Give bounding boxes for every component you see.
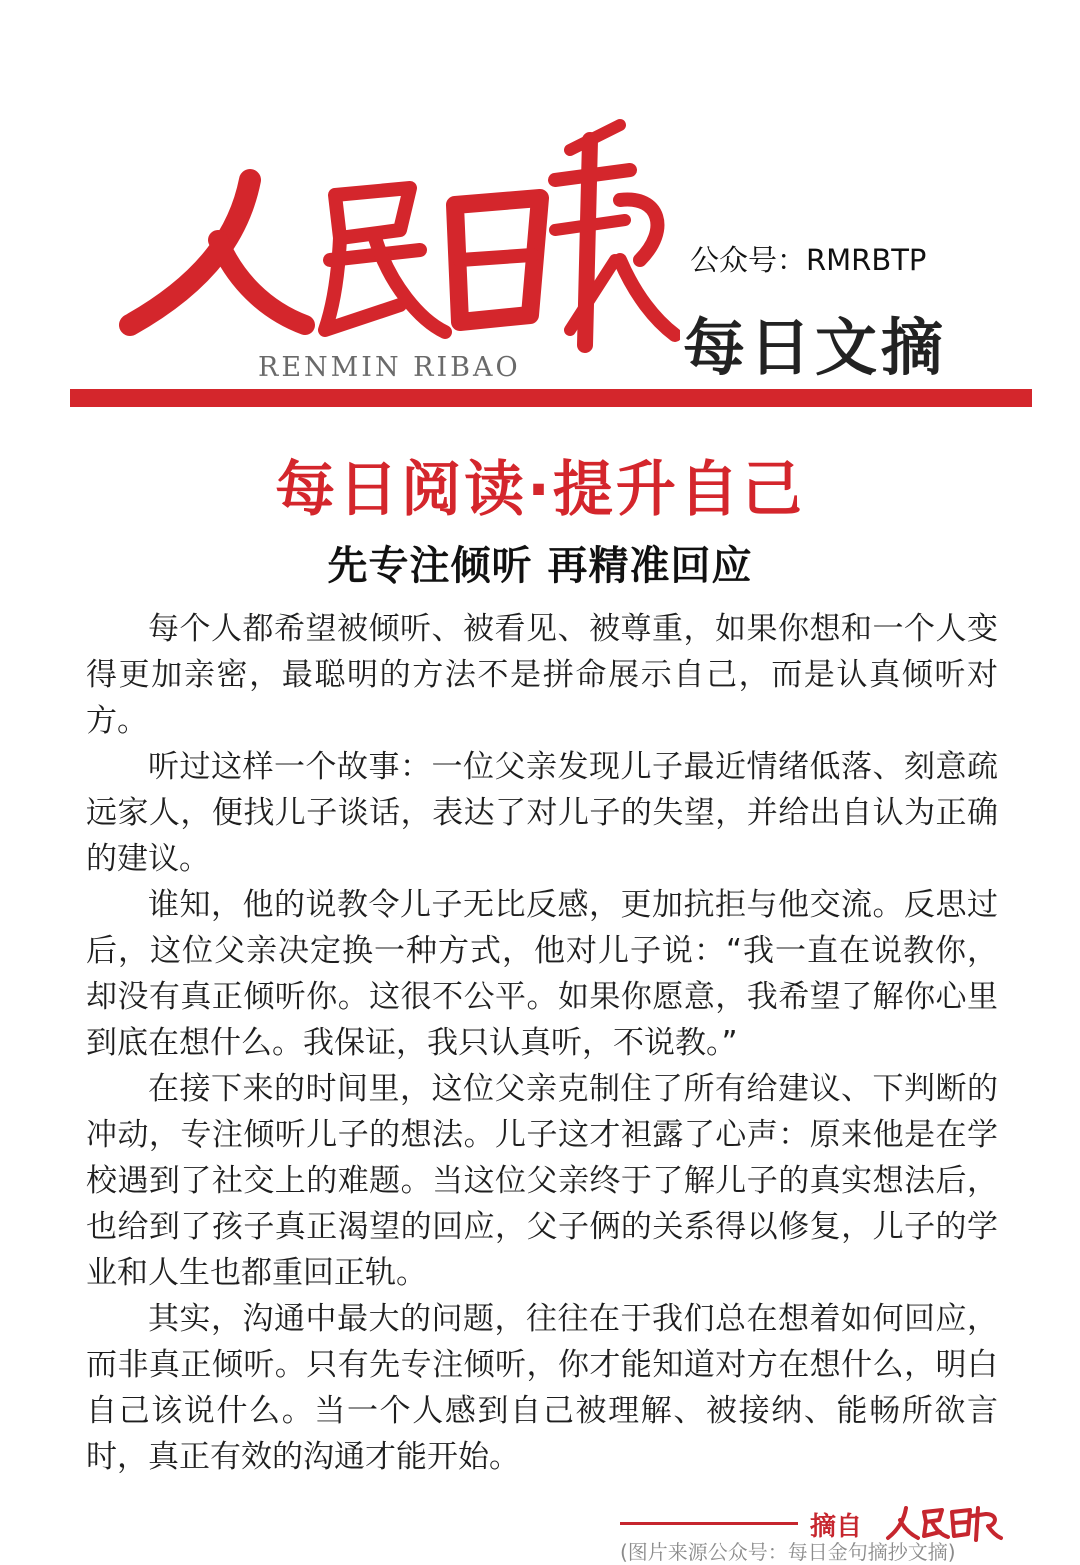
- masthead-pinyin: RENMIN RIBAO: [258, 352, 521, 383]
- paragraph: 在接下来的时间里，这位父亲克制住了所有给建议、下判断的冲动，专注倾听儿子的想法。儿子这才袒露了心声：原来他是在学校遇到了社交上的难题。当这位父亲终于了解儿子的真实想法后，也给到了孩子真正渴望的回应，父子俩的关系得以修复，儿子的学业和人生也都重回正轨。: [86, 1071, 998, 1291]
- paragraph: 每个人都希望被倾听、被看见、被尊重，如果你想和一个人变得更加亲密，最聪明的方法不是拼命展示自己，而是认真倾听对方。: [86, 611, 998, 739]
- excerpt-rule: [620, 1522, 798, 1525]
- digest-title: 每日文摘: [683, 311, 948, 384]
- excerpt-label: 摘自: [810, 1512, 863, 1542]
- paragraph: 其实，沟通中最大的问题，往往在于我们总在想着如何回应，而非真正倾听。只有先专注倾听，你才能知道对方在想什么，明白自己该说什么。当一个人感到自己被理解、被接纳、能畅所欲言时，真正有效的沟通才能开始。: [86, 1301, 998, 1475]
- article-title: 先专注倾听 再精准回应: [327, 543, 753, 589]
- account-id: 公众号：RMRBTP: [690, 243, 927, 277]
- paragraph: 谁知，他的说教令儿子无比反感，更加抗拒与他交流。反思过后，这位父亲决定换一种方式，他对儿子说：“我一直在说教你，却没有真正倾听你。这很不公平。如果你愿意，我希望了解你心里到底在想什么。我保证，我只认真听，不说教。”: [86, 887, 998, 1061]
- image-source-note: (图片来源公众号：每日金句摘抄文摘): [620, 1540, 956, 1564]
- slogan: 每日阅读·提升自己: [275, 455, 805, 525]
- masthead-header: [0, 0, 1080, 525]
- article-body: [86, 606, 998, 1480]
- red-divider: [70, 389, 1032, 407]
- renmin-ribao-logo: [100, 110, 680, 360]
- paragraph: 听过这样一个故事：一位父亲发现儿子最近情绪低落、刻意疏远家人，便找儿子谈话，表达了对儿子的失望，并给出自认为正确的建议。: [86, 749, 998, 877]
